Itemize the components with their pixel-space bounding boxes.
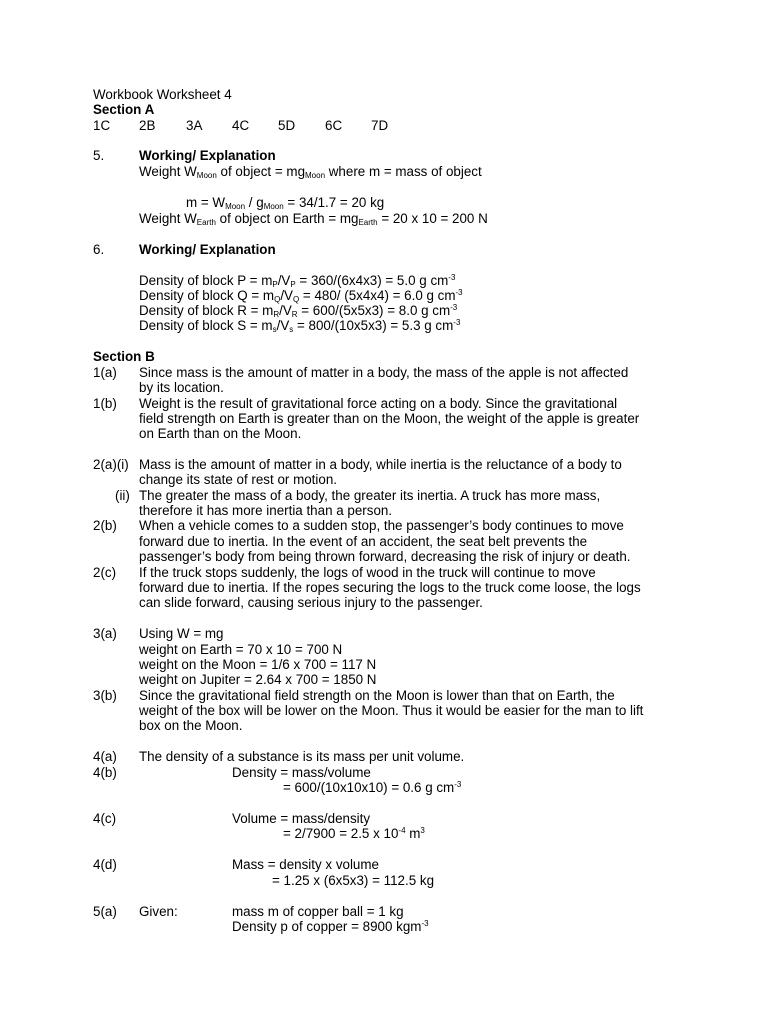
q3a-line: weight on Jupiter = 2.64 x 700 = 1850 N	[139, 672, 377, 687]
q4c-line-2: = 2/7900 = 2.5 x $10^{-4}$ $m^3$	[283, 826, 425, 841]
answer-3: 3A	[186, 118, 203, 133]
q2aii-line: The greater the mass of a body, the greater its inertia. A truck has more mass,	[139, 488, 601, 503]
q1b-number: 1(b)	[93, 396, 117, 411]
q2ai-line: change its state of rest or motion.	[139, 472, 337, 487]
q6-density-q: Density of block $Q = m_Q/V_Q = 480/$ (5x4x4) = 6.0 g $cm^{-3}$	[139, 288, 463, 304]
q4b-line-1: Density = mass/volume	[232, 765, 371, 780]
q3b-number: 3(b)	[93, 688, 117, 703]
q6-number: 6.	[93, 242, 105, 257]
q2c-number: 2(c)	[93, 565, 117, 580]
q4b-number: 4(b)	[93, 765, 117, 780]
q1a-line: by its location.	[139, 380, 224, 395]
q2c-line: can slide forward, causing serious injury to the passenger.	[139, 595, 483, 610]
q3a-number: 3(a)	[93, 626, 117, 641]
q5a-line-1: mass m of copper ball = 1 kg	[232, 904, 404, 919]
q4c-number: 4(c)	[93, 811, 117, 826]
q5-line-3: Weight $W_{Earth}$ of object on Earth = $mg_{Earth} = 20$ x 10 = 200 N	[139, 211, 488, 227]
q3b-line: weight of the box will be lower on the Moon. Thus it would be easier for the man to lift	[139, 703, 644, 718]
q4c-line-1: Volume = mass/density	[232, 811, 371, 826]
q2b-line: forward due to inertia. In the event of an accident, the seat belt prevents the	[139, 534, 588, 549]
q4a-number: 4(a)	[93, 749, 117, 764]
q6-density-p: Density of block $P = m_P/V_P = 360/(6x4x3) = 5.0$ g $cm^{-3}$	[139, 273, 456, 289]
section-b-heading: Section B	[93, 349, 155, 364]
q5-heading: Working/ Explanation	[139, 148, 276, 163]
q1a-line: Since mass is the amount of matter in a body, the mass of the apple is not affected	[139, 365, 629, 380]
worksheet-title: Workbook Worksheet 4	[93, 87, 232, 102]
q2c-line: If the truck stops suddenly, the logs of wood in the truck will continue to move	[139, 565, 596, 580]
q3b-line: Since the gravitational field strength on the Moon is lower than that on Earth, the	[139, 688, 615, 703]
answer-7: 7D	[371, 118, 389, 133]
answer-6: 6C	[325, 118, 343, 133]
q6-density-r: Density of block $R = m_R/V_R = 600/(5x5x3) = 8.0$ g $cm^{-3}$	[139, 303, 458, 319]
q5-line-1: Weight $W_{Moon}$ of object = $mg_{Moon}$ where m = mass of object	[139, 164, 482, 180]
q2aii-number: (ii)	[115, 488, 130, 503]
q3a-line: weight on Earth = 70 x 10 = 700 N	[139, 642, 343, 657]
q2ai-number: 2(a)(i)	[93, 457, 129, 472]
q3b-line: box on the Moon.	[139, 718, 243, 733]
q2b-line: When a vehicle comes to a sudden stop, the passenger’s body continues to move	[139, 518, 624, 533]
q2b-line: passenger’s body from being thrown forward, decreasing the risk of injury or death.	[139, 549, 631, 564]
q1b-line: on Earth than on the Moon.	[139, 426, 302, 441]
answer-1: 1C	[93, 118, 111, 133]
q5a-line-2: Density p of copper = 8900 kgm$^{-3}$	[232, 919, 429, 934]
q4a-line: The density of a substance is its mass per unit volume.	[139, 749, 465, 764]
answer-2: 2B	[139, 118, 156, 133]
q1a-number: 1(a)	[93, 365, 117, 380]
q4b-line-2: = 600/(10x10x10) = 0.6 g $cm^{-3}$	[283, 780, 462, 795]
q3a-line: Using W = mg	[139, 626, 224, 641]
q4d-line-2: = 1.25 x (6x5x3) = 112.5 kg	[272, 873, 435, 888]
q2b-number: 2(b)	[93, 518, 117, 533]
q2c-line: forward due to inertia. If the ropes securing the logs to the truck come loose, the logs	[139, 580, 641, 595]
q5a-number: 5(a)	[93, 904, 117, 919]
q6-heading: Working/ Explanation	[139, 242, 276, 257]
q3a-line: weight on the Moon = 1/6 x 700 = 117 N	[139, 657, 377, 672]
q1b-line: Weight is the result of gravitational force acting on a body. Since the gravitational	[139, 396, 618, 411]
q1b-line: field strength on Earth is greater than on the Moon, the weight of the apple is greater	[139, 411, 640, 426]
q5-line-2: $m = W_{Moon} / g_{Moon} = 34/1.7 = 20$ kg	[186, 195, 385, 211]
q2aii-line: therefore it has more inertia than a person.	[139, 503, 393, 518]
q5-number: 5.	[93, 148, 105, 163]
q4d-line-1: Mass = density x volume	[232, 857, 379, 872]
q6-density-s: Density of block $S = m_s/V_s = 800/(10x5x3) = 5.3$ g $cm^{-3}$	[139, 318, 461, 334]
answer-4: 4C	[232, 118, 250, 133]
section-a-heading: Section A	[93, 102, 155, 117]
q5a-given-label: Given:	[139, 904, 178, 919]
answer-5: 5D	[278, 118, 296, 133]
q4d-number: 4(d)	[93, 857, 117, 872]
q2ai-line: Mass is the amount of matter in a body, while inertia is the reluctance of a body to	[139, 457, 622, 472]
